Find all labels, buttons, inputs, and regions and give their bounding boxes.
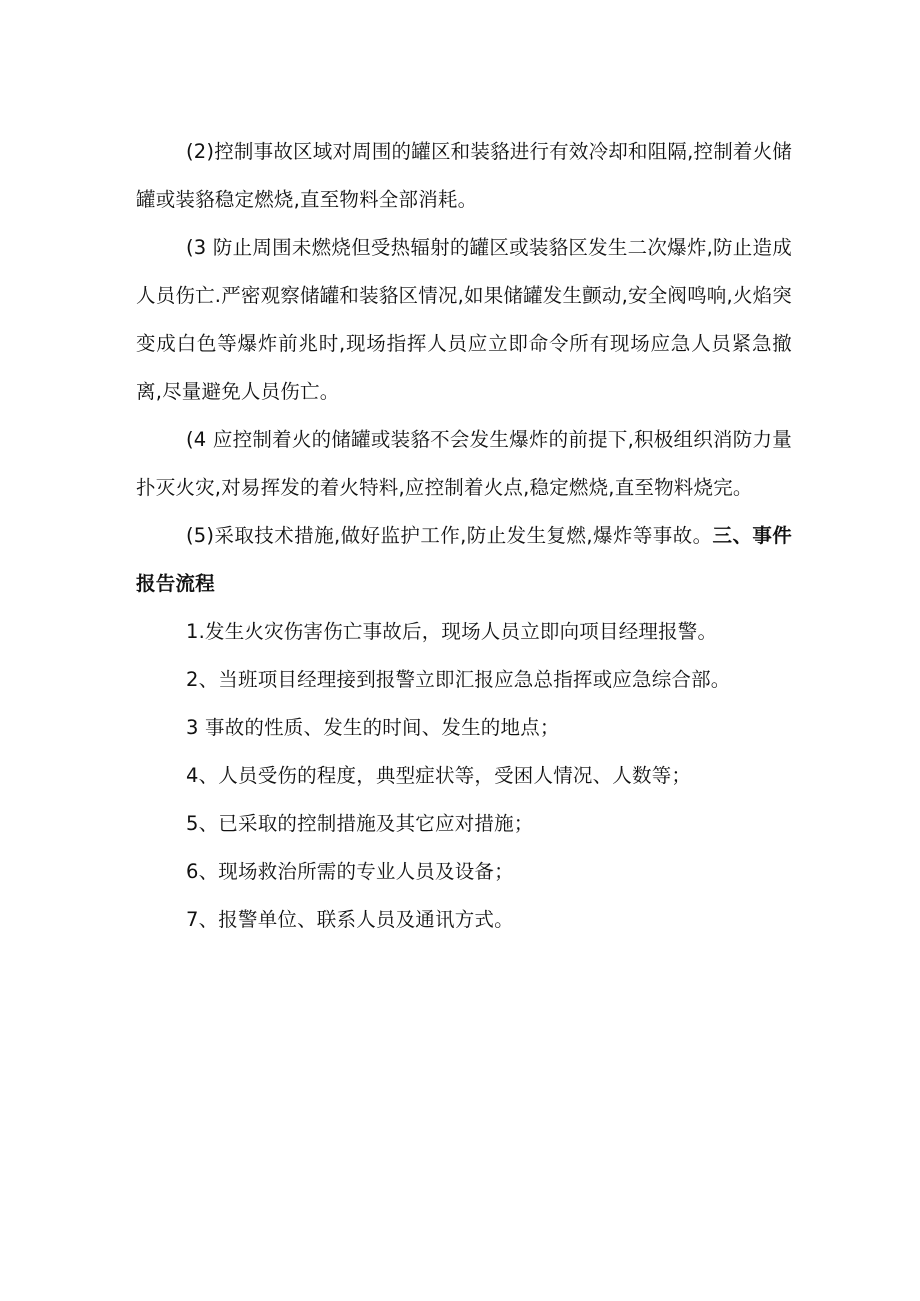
report-item-3: 3 事故的性质、发生的时间、发生的地点； [186, 716, 560, 739]
report-item-2: 2、当班项目经理接到报警立即汇报应急总指挥或应急综合部。 [186, 668, 731, 691]
paragraph-3: (3 防止周围未燃烧但受热辐射的罐区或装貉区发生二次爆炸,防止造成人员伤亡.严密观察储罐和装貉区情况,如果储罐发生颤动,安全阀鸣响,火焰突变成白色等爆炸前兆时,现场指挥人员应立即命令所有现场应急人员紧急撤离,尽量避免人员伤亡。 [136, 236, 792, 403]
paragraph-5-text: (5)采取技术措施,做好监护工作,防止发生复燃,爆炸等事故。 [186, 524, 713, 547]
section-heading: 三、事件报告流程 [136, 524, 792, 595]
report-item-7: 7、报警单位、联系人员及通讯方式。 [186, 908, 514, 931]
report-item-6: 6、现场救治所需的专业人员及设备； [186, 860, 514, 883]
paragraph-5 [136, 512, 792, 608]
report-item-4: 4、人员受伤的程度，典型症状等，受困人情况、人数等； [186, 764, 692, 787]
document-body [136, 128, 792, 944]
paragraph-4: (4 应控制着火的储罐或装貉不会发生爆炸的前提下,积极组织消防力量扑灭火灾,对易挥发的着火特料,应控制着火点,稳定燃烧,直至物料烧完。 [136, 428, 792, 499]
paragraph-2: (2)控制事故区域对周围的罐区和装貉进行有效冷却和阻隔,控制着火储罐或装貉稳定燃烧,直至物料全部消耗。 [136, 140, 792, 211]
report-item-5: 5、已采取的控制措施及其它应对措施； [186, 812, 534, 835]
report-item-1: 1.发生火灾伤害伤亡事故后，现场人员立即向项目经理报警。 [186, 620, 718, 643]
